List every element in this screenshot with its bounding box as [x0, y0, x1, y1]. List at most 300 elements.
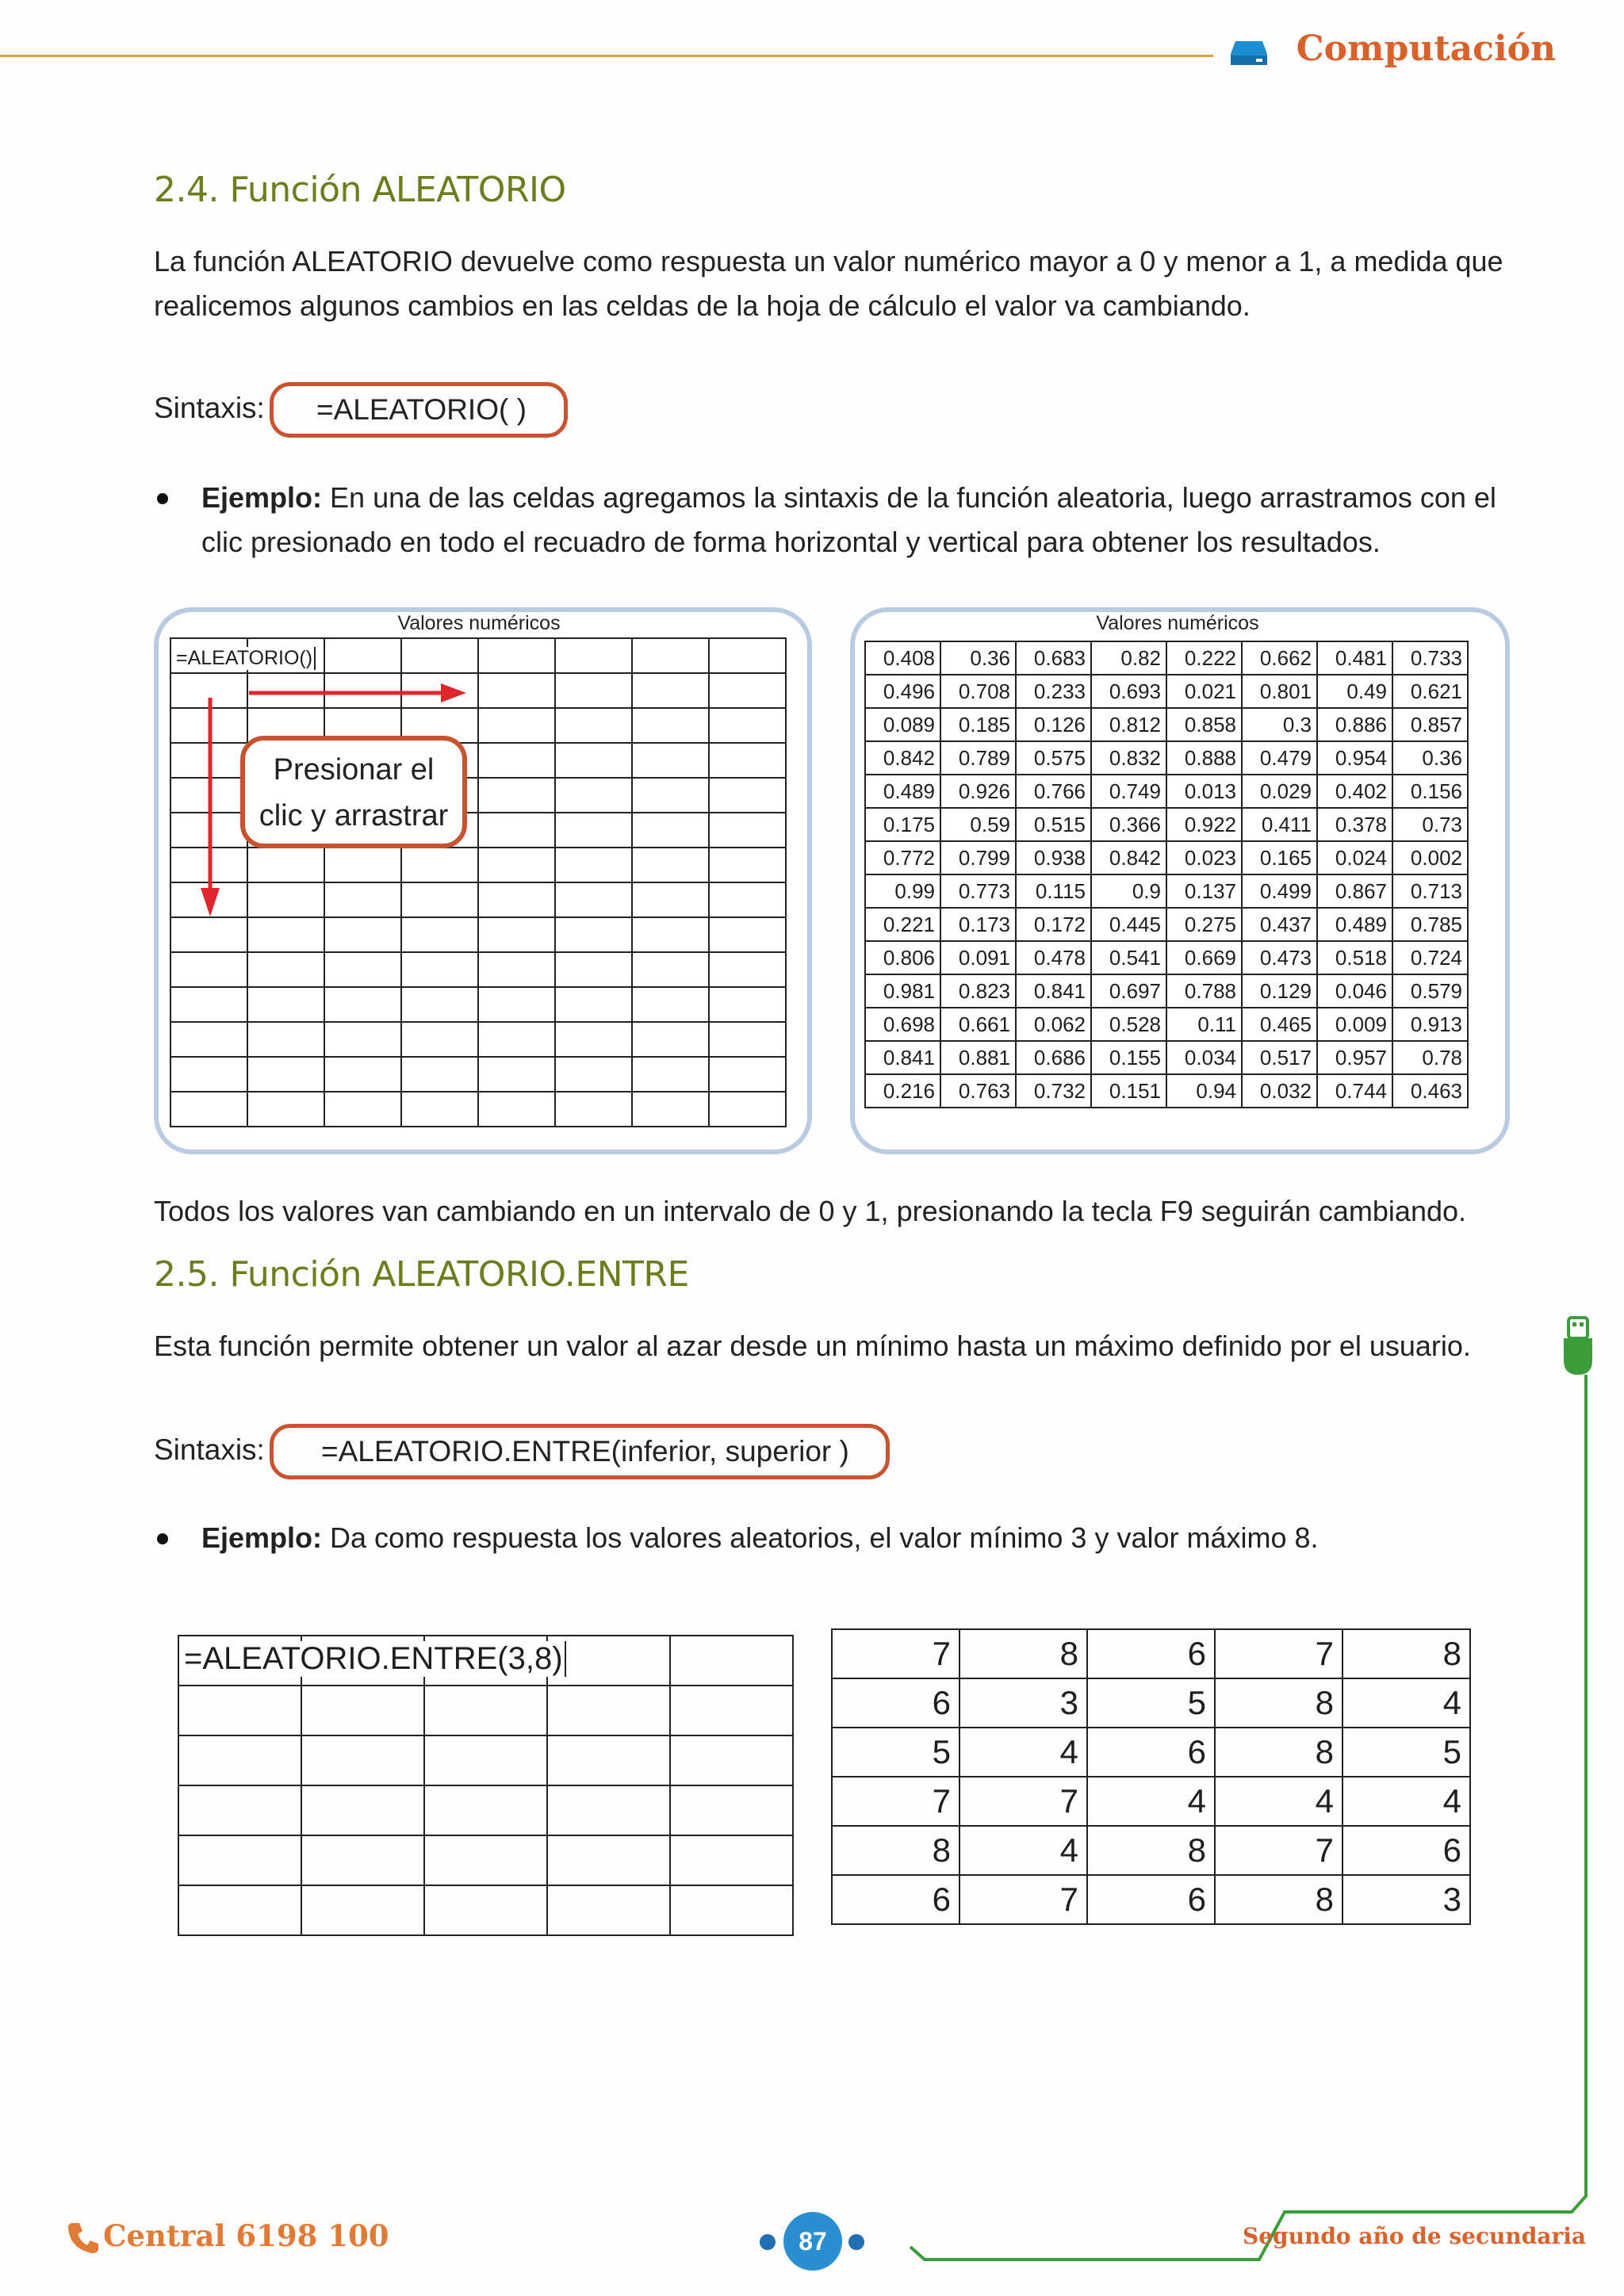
value-cell[interactable]: 0.165 — [1242, 841, 1317, 874]
grid-cell[interactable] — [401, 1092, 478, 1127]
grid-cell[interactable] — [709, 917, 786, 952]
grid-cell[interactable] — [324, 917, 401, 952]
grid-cell[interactable] — [670, 1835, 793, 1885]
value-cell[interactable]: 6 — [832, 1875, 959, 1924]
value-cell[interactable]: 0.024 — [1317, 841, 1392, 874]
random-values-table — [864, 641, 1469, 1108]
grid-cell[interactable] — [670, 1686, 793, 1735]
value-cell[interactable]: 0.032 — [1242, 1074, 1317, 1108]
value-cell[interactable]: 0.173 — [940, 908, 1016, 941]
value-cell[interactable]: 0.029 — [1242, 775, 1317, 808]
grid-cell[interactable] — [555, 673, 632, 708]
value-cell[interactable]: 0.233 — [1016, 675, 1091, 708]
grid-cell[interactable] — [170, 917, 247, 952]
value-cell[interactable]: 0.683 — [1016, 641, 1091, 675]
grid-cell[interactable] — [247, 848, 324, 882]
value-cell[interactable]: 0.496 — [865, 675, 940, 708]
grid-cell[interactable] — [178, 1686, 301, 1735]
value-cell[interactable]: 0.489 — [1317, 908, 1392, 941]
grid-cell[interactable] — [401, 1057, 478, 1092]
value-cell[interactable]: 0.981 — [865, 974, 940, 1008]
grid-cell[interactable] — [555, 813, 632, 848]
grid-cell[interactable] — [247, 1057, 324, 1092]
value-cell[interactable]: 0.517 — [1242, 1041, 1317, 1074]
value-cell[interactable]: 0.789 — [940, 741, 1016, 775]
value-cell[interactable]: 0.773 — [940, 874, 1016, 908]
bullet — [157, 493, 168, 504]
value-cell[interactable]: 0.009 — [1317, 1008, 1392, 1041]
value-cell[interactable]: 0.473 — [1242, 941, 1317, 974]
grid-cell[interactable] — [478, 987, 555, 1022]
grid-cell[interactable] — [709, 1057, 786, 1092]
page-dot-left — [760, 2234, 776, 2250]
value-cell[interactable]: 0.73 — [1392, 808, 1468, 841]
value-cell[interactable]: 7 — [1215, 1629, 1342, 1678]
grid-cell[interactable] — [709, 848, 786, 882]
grid-cell[interactable] — [401, 987, 478, 1022]
value-cell[interactable]: 0.661 — [940, 1008, 1016, 1041]
value-cell[interactable]: 0.515 — [1016, 808, 1091, 841]
grid-cell[interactable] — [424, 1785, 547, 1835]
value-cell[interactable]: 0.411 — [1242, 808, 1317, 841]
grid-cell[interactable] — [478, 1057, 555, 1092]
grid-cell[interactable] — [247, 952, 324, 987]
value-cell[interactable]: 0.175 — [865, 808, 940, 841]
value-cell[interactable]: 0.669 — [1166, 941, 1242, 974]
value-cell[interactable]: 0.002 — [1392, 841, 1468, 874]
grid-cell[interactable] — [247, 1092, 324, 1127]
value-cell[interactable]: 0.94 — [1166, 1074, 1242, 1108]
syntax-label: Sintaxis: — [154, 392, 265, 424]
value-cell[interactable]: 0.437 — [1242, 908, 1317, 941]
value-cell[interactable]: 0.732 — [1016, 1074, 1091, 1108]
value-cell[interactable]: 8 — [1215, 1875, 1342, 1924]
value-cell[interactable]: 7 — [832, 1777, 959, 1826]
value-cell[interactable]: 0.541 — [1091, 941, 1166, 974]
value-cell[interactable]: 0.021 — [1166, 675, 1242, 708]
entre-empty-grid — [178, 1635, 794, 1936]
grid-cell[interactable] — [424, 1686, 547, 1735]
hard-drive-icon — [1229, 38, 1269, 68]
grid-cell[interactable] — [401, 882, 478, 917]
grid-cell[interactable] — [401, 638, 478, 673]
grid-cell[interactable] — [632, 1092, 709, 1127]
grid-cell[interactable] — [324, 638, 401, 673]
value-cell[interactable]: 0.489 — [865, 775, 940, 808]
value-cell[interactable]: 0.788 — [1166, 974, 1242, 1008]
value-cell[interactable]: 0.621 — [1392, 675, 1468, 708]
grid-cell[interactable] — [478, 638, 555, 673]
grid-cell[interactable] — [424, 1735, 547, 1785]
syntax-formula-box — [270, 382, 568, 438]
callout-line-1: Presionar el — [273, 753, 435, 786]
grid-cell[interactable] — [632, 638, 709, 673]
grid-cell[interactable] — [670, 1885, 793, 1935]
value-cell[interactable]: 0.812 — [1091, 708, 1166, 741]
grid-cell[interactable] — [709, 778, 786, 813]
value-cell[interactable]: 0.465 — [1242, 1008, 1317, 1041]
grid-cell[interactable] — [401, 917, 478, 952]
table-row — [865, 1041, 1468, 1074]
value-cell[interactable]: 0.091 — [940, 941, 1016, 974]
grid-cell[interactable] — [709, 987, 786, 1022]
grid-cell[interactable] — [555, 987, 632, 1022]
value-cell[interactable]: 0.697 — [1091, 974, 1166, 1008]
value-cell[interactable]: 0.888 — [1166, 741, 1242, 775]
grid-cell[interactable] — [478, 882, 555, 917]
value-cell[interactable]: 0.886 — [1317, 708, 1392, 741]
value-cell[interactable]: 0.046 — [1317, 974, 1392, 1008]
value-cell[interactable]: 0.155 — [1091, 1041, 1166, 1074]
value-cell[interactable]: 0.724 — [1392, 941, 1468, 974]
value-cell[interactable]: 6 — [832, 1678, 959, 1728]
table-row — [865, 741, 1468, 775]
grid-cell[interactable] — [632, 1022, 709, 1057]
grid-cell[interactable] — [478, 813, 555, 848]
value-cell[interactable]: 0.275 — [1166, 908, 1242, 941]
value-cell[interactable]: 0.858 — [1166, 708, 1242, 741]
usb-cable-decoration — [841, 1308, 1602, 2283]
value-cell[interactable]: 0.479 — [1242, 741, 1317, 775]
grid-cell[interactable] — [547, 1735, 670, 1785]
value-cell[interactable]: 0.9 — [1091, 874, 1166, 908]
grid-cell[interactable] — [478, 1092, 555, 1127]
value-cell[interactable]: 0.842 — [1091, 841, 1166, 874]
grid-cell[interactable] — [301, 1686, 424, 1735]
grid-cell[interactable] — [178, 1885, 301, 1935]
grid-cell[interactable] — [301, 1885, 424, 1935]
value-cell[interactable]: 0.518 — [1317, 941, 1392, 974]
value-cell[interactable]: 8 — [1342, 1629, 1470, 1678]
value-cell[interactable]: 0.49 — [1317, 675, 1392, 708]
grid-cell[interactable] — [709, 743, 786, 778]
grid-cell[interactable] — [555, 1092, 632, 1127]
value-cell[interactable]: 0.3 — [1242, 708, 1317, 741]
value-cell[interactable]: 0.686 — [1016, 1041, 1091, 1074]
table-row — [865, 1008, 1468, 1041]
footer-level: Segundo año de secundaria — [1243, 2223, 1586, 2249]
value-cell[interactable]: 0.957 — [1317, 1041, 1392, 1074]
grid-cell[interactable] — [478, 952, 555, 987]
value-cell[interactable]: 0.82 — [1091, 641, 1166, 675]
grid-cell[interactable] — [632, 882, 709, 917]
value-cell[interactable]: 0.938 — [1016, 841, 1091, 874]
value-cell[interactable]: 0.857 — [1392, 708, 1468, 741]
bullet-2 — [157, 1533, 168, 1544]
syntax-formula-2: =ALEATORIO.ENTRE(inferior, superior ) — [321, 1435, 849, 1468]
formula-cell-2[interactable]: =ALEATORIO.ENTRE(3,8) — [184, 1641, 566, 1677]
phone-icon — [67, 2220, 100, 2253]
value-cell[interactable]: 8 — [959, 1629, 1087, 1678]
table-row — [865, 908, 1468, 941]
grid-cell[interactable] — [555, 1022, 632, 1057]
value-cell[interactable]: 0.749 — [1091, 775, 1166, 808]
grid-cell[interactable] — [632, 708, 709, 743]
value-cell[interactable]: 8 — [832, 1826, 959, 1875]
grid-cell[interactable] — [709, 638, 786, 673]
section-heading-2-4: 2.4. Función ALEATORIO — [154, 170, 566, 210]
drag-callout — [240, 736, 467, 848]
grid-cell[interactable] — [709, 952, 786, 987]
value-cell[interactable]: 0.799 — [940, 841, 1016, 874]
value-cell[interactable]: 0.408 — [865, 641, 940, 675]
grid-cell[interactable] — [632, 1057, 709, 1092]
value-cell[interactable]: 0.156 — [1392, 775, 1468, 808]
value-cell[interactable]: 0.78 — [1392, 1041, 1468, 1074]
grid-cell[interactable] — [478, 708, 555, 743]
value-cell[interactable]: 3 — [959, 1678, 1087, 1728]
value-cell[interactable]: 0.36 — [1392, 741, 1468, 775]
value-cell[interactable]: 4 — [1215, 1777, 1342, 1826]
left-empty-grid — [170, 637, 787, 1127]
value-cell[interactable]: 0.034 — [1166, 1041, 1242, 1074]
value-cell[interactable]: 0.129 — [1242, 974, 1317, 1008]
value-cell[interactable]: 0.115 — [1016, 874, 1091, 908]
grid-cell[interactable] — [324, 1092, 401, 1127]
value-cell[interactable]: 0.36 — [940, 641, 1016, 675]
grid-cell[interactable] — [401, 848, 478, 882]
value-cell[interactable]: 6 — [1087, 1629, 1215, 1678]
grid-cell[interactable] — [709, 1022, 786, 1057]
value-cell[interactable]: 0.806 — [865, 941, 940, 974]
grid-cell[interactable] — [478, 848, 555, 882]
grid-cell[interactable] — [632, 673, 709, 708]
footer-phone: Central 6198 100 — [103, 2218, 389, 2253]
grid-cell[interactable] — [247, 882, 324, 917]
value-cell[interactable]: 0.221 — [865, 908, 940, 941]
value-cell[interactable]: 7 — [959, 1875, 1087, 1924]
table-row — [865, 974, 1468, 1008]
grid-cell[interactable] — [324, 882, 401, 917]
value-cell[interactable]: 6 — [1087, 1728, 1215, 1777]
intro-line-2: realicemos algunos cambios en las celdas de la hoja de cálculo el valor va cambiando. — [154, 289, 1251, 322]
grid-cell[interactable] — [324, 952, 401, 987]
example-label: Ejemplo: — [201, 481, 323, 514]
value-cell[interactable]: 0.445 — [1091, 908, 1166, 941]
value-cell[interactable]: 0.481 — [1317, 641, 1392, 675]
value-cell[interactable]: 0.222 — [1166, 641, 1242, 675]
grid-cell[interactable] — [401, 1022, 478, 1057]
value-cell[interactable]: 0.366 — [1091, 808, 1166, 841]
value-cell[interactable]: 0.59 — [940, 808, 1016, 841]
value-cell[interactable]: 0.137 — [1166, 874, 1242, 908]
grid-cell[interactable] — [547, 1686, 670, 1735]
value-cell[interactable]: 0.713 — [1392, 874, 1468, 908]
value-cell[interactable]: 4 — [1342, 1777, 1470, 1826]
value-cell[interactable]: 0.881 — [940, 1041, 1016, 1074]
grid-cell[interactable] — [632, 987, 709, 1022]
grid-cell[interactable] — [247, 917, 324, 952]
grid-cell[interactable] — [301, 1735, 424, 1785]
value-cell[interactable]: 0.922 — [1166, 808, 1242, 841]
value-cell[interactable]: 7 — [832, 1629, 959, 1678]
grid-cell[interactable] — [555, 917, 632, 952]
value-cell[interactable]: 8 — [1215, 1678, 1342, 1728]
value-cell[interactable]: 0.151 — [1091, 1074, 1166, 1108]
value-cell[interactable]: 8 — [1087, 1826, 1215, 1875]
grid-cell[interactable] — [324, 1057, 401, 1092]
value-cell[interactable]: 0.402 — [1317, 775, 1392, 808]
grid-cell[interactable] — [555, 952, 632, 987]
grid-cell[interactable] — [324, 848, 401, 882]
grid-cell[interactable] — [301, 1835, 424, 1885]
value-cell[interactable]: 0.579 — [1392, 974, 1468, 1008]
grid-cell[interactable] — [547, 1785, 670, 1835]
grid-cell[interactable] — [709, 673, 786, 708]
value-cell[interactable]: 0.11 — [1166, 1008, 1242, 1041]
grid-cell[interactable] — [170, 1022, 247, 1057]
header-title: Computación — [1296, 29, 1556, 69]
header-rule — [0, 55, 1213, 57]
grid-cell[interactable] — [555, 1057, 632, 1092]
value-cell[interactable]: 3 — [1342, 1875, 1470, 1924]
value-cell[interactable]: 0.785 — [1392, 908, 1468, 941]
table-row — [865, 874, 1468, 908]
grid-cell[interactable] — [709, 882, 786, 917]
usb-icon — [1564, 1338, 1592, 1375]
value-cell[interactable]: 0.733 — [1392, 641, 1468, 675]
value-cell[interactable]: 5 — [1087, 1678, 1215, 1728]
value-cell[interactable]: 4 — [1342, 1678, 1470, 1728]
grid-cell[interactable] — [555, 778, 632, 813]
grid-cell[interactable] — [324, 987, 401, 1022]
example-line-2: clic presionado en todo el recuadro de forma horizontal y vertical para obtener los resultados. — [201, 526, 1381, 558]
grid-cell[interactable] — [170, 1092, 247, 1127]
value-cell[interactable]: 0.823 — [940, 974, 1016, 1008]
value-cell[interactable]: 0.841 — [1016, 974, 1091, 1008]
value-cell[interactable]: 0.463 — [1392, 1074, 1468, 1108]
page-number: 87 — [783, 2212, 842, 2271]
value-cell[interactable]: 0.832 — [1091, 741, 1166, 775]
value-cell[interactable]: 0.99 — [865, 874, 940, 908]
grid-cell[interactable] — [555, 743, 632, 778]
value-cell[interactable]: 0.693 — [1091, 675, 1166, 708]
grid-cell[interactable] — [178, 1835, 301, 1885]
grid-cell[interactable] — [247, 987, 324, 1022]
grid-cell[interactable] — [555, 638, 632, 673]
value-cell[interactable]: 0.744 — [1317, 1074, 1392, 1108]
grid-cell[interactable] — [478, 917, 555, 952]
value-cell[interactable]: 8 — [1215, 1728, 1342, 1777]
grid-cell[interactable] — [670, 1735, 793, 1785]
syntax-formula-box-2 — [270, 1424, 890, 1479]
value-cell[interactable]: 0.801 — [1242, 675, 1317, 708]
grid-cell[interactable] — [709, 813, 786, 848]
value-cell[interactable]: 0.216 — [865, 1074, 940, 1108]
grid-cell[interactable] — [555, 708, 632, 743]
grid-cell[interactable] — [478, 778, 555, 813]
table-row — [865, 675, 1468, 708]
value-cell[interactable]: 0.013 — [1166, 775, 1242, 808]
grid-cell[interactable] — [709, 1092, 786, 1127]
grid-cell[interactable] — [301, 1785, 424, 1835]
value-cell[interactable]: 0.575 — [1016, 741, 1091, 775]
grid-cell[interactable] — [632, 952, 709, 987]
grid-cell[interactable] — [547, 1885, 670, 1935]
grid-cell[interactable] — [555, 848, 632, 882]
grid-cell[interactable] — [324, 1022, 401, 1057]
value-cell[interactable]: 0.062 — [1016, 1008, 1091, 1041]
arrow-down-icon — [198, 698, 222, 920]
grid-cell[interactable] — [632, 778, 709, 813]
grid-cell[interactable] — [555, 882, 632, 917]
left-table-title: Valores numéricos — [397, 612, 561, 634]
table-row — [865, 808, 1468, 841]
value-cell[interactable]: 0.126 — [1016, 708, 1091, 741]
grid-cell[interactable] — [547, 1835, 670, 1885]
value-cell[interactable]: 0.772 — [865, 841, 940, 874]
grid-cell[interactable] — [424, 1885, 547, 1935]
value-cell[interactable]: 5 — [1342, 1728, 1470, 1777]
grid-cell[interactable] — [178, 1735, 301, 1785]
grid-cell[interactable] — [401, 952, 478, 987]
value-cell[interactable]: 7 — [1215, 1826, 1342, 1875]
value-cell[interactable]: 6 — [1342, 1826, 1470, 1875]
value-cell[interactable]: 0.089 — [865, 708, 940, 741]
value-cell[interactable]: 0.662 — [1242, 641, 1317, 675]
right-table-title: Valores numéricos — [1096, 612, 1259, 634]
value-cell[interactable]: 0.023 — [1166, 841, 1242, 874]
formula-cell[interactable]: =ALEATORIO() — [176, 647, 316, 670]
grid-cell[interactable] — [170, 952, 247, 987]
grid-cell[interactable] — [424, 1835, 547, 1885]
value-cell[interactable]: 0.867 — [1317, 874, 1392, 908]
table-row — [865, 641, 1468, 675]
grid-cell[interactable] — [632, 813, 709, 848]
grid-cell[interactable] — [178, 1785, 301, 1835]
value-cell[interactable]: 0.698 — [865, 1008, 940, 1041]
value-cell[interactable]: 0.913 — [1392, 1008, 1468, 1041]
value-cell[interactable]: 4 — [959, 1728, 1087, 1777]
value-cell[interactable]: 0.766 — [1016, 775, 1091, 808]
value-cell[interactable]: 7 — [959, 1777, 1087, 1826]
value-cell[interactable]: 0.172 — [1016, 908, 1091, 941]
example-text-2-4 — [201, 476, 1518, 564]
grid-cell[interactable] — [632, 848, 709, 882]
value-cell[interactable]: 0.185 — [940, 708, 1016, 741]
value-cell[interactable]: 0.926 — [940, 775, 1016, 808]
value-cell[interactable]: 0.378 — [1317, 808, 1392, 841]
value-cell[interactable]: 0.841 — [865, 1041, 940, 1074]
grid-cell[interactable] — [478, 743, 555, 778]
grid-cell[interactable] — [170, 987, 247, 1022]
value-cell[interactable]: 4 — [1087, 1777, 1215, 1826]
example-line-1: En una de las celdas agregamos la sintaxis de la función aleatoria, luego arrastramos con el — [330, 481, 1496, 514]
value-cell[interactable]: 0.528 — [1091, 1008, 1166, 1041]
value-cell[interactable]: 4 — [959, 1826, 1087, 1875]
grid-cell[interactable] — [170, 1057, 247, 1092]
value-cell[interactable]: 0.954 — [1317, 741, 1392, 775]
grid-cell[interactable] — [632, 743, 709, 778]
syntax-label-2: Sintaxis: — [154, 1433, 265, 1466]
table-row — [865, 708, 1468, 741]
grid-cell[interactable] — [670, 1636, 793, 1686]
value-cell[interactable]: 0.763 — [940, 1074, 1016, 1108]
grid-cell[interactable] — [478, 673, 555, 708]
grid-cell[interactable] — [709, 708, 786, 743]
value-cell[interactable]: 0.499 — [1242, 874, 1317, 908]
grid-cell[interactable] — [632, 917, 709, 952]
grid-cell[interactable] — [247, 1022, 324, 1057]
grid-cell[interactable] — [670, 1785, 793, 1835]
value-cell[interactable]: 0.708 — [940, 675, 1016, 708]
value-cell[interactable]: 5 — [832, 1728, 959, 1777]
grid-cell[interactable] — [478, 1022, 555, 1057]
value-cell[interactable]: 0.842 — [865, 741, 940, 775]
value-cell[interactable]: 6 — [1087, 1875, 1215, 1924]
value-cell[interactable]: 0.478 — [1016, 941, 1091, 974]
section-2-5-intro: Esta función permite obtener un valor al azar desde un mínimo hasta un máximo definido por el usuario. — [154, 1330, 1471, 1362]
